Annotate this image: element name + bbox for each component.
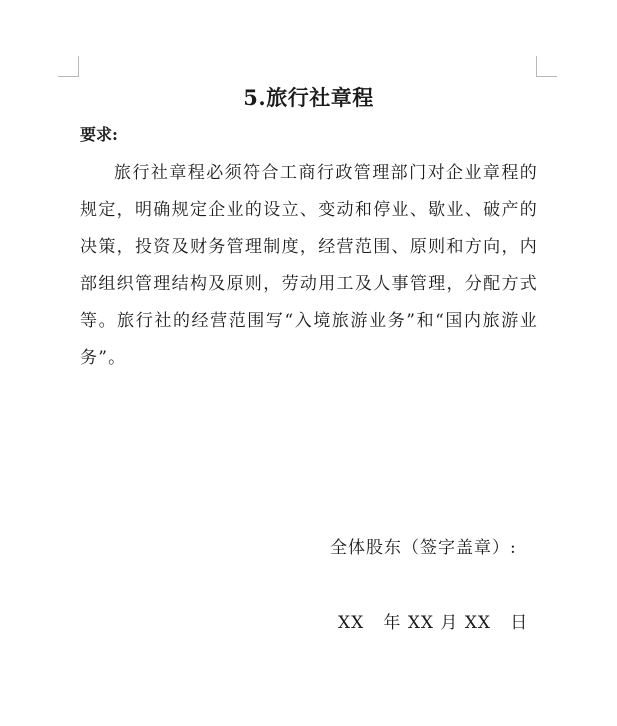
requirement-label: 要求: [80, 125, 118, 144]
signature-line: 全体股东（签字盖章）: [330, 538, 517, 558]
body-paragraph: 旅行社章程必须符合工商行政管理部门对企业章程的规定，明确规定企业的设立、变动和停业、歇业、破产的决策，投资及财务管理制度，经营范围、原则和方向，内部组织管理结构及原则，劳动用工及人事管理，分配方式等。旅行社的经营范围写“入境旅游业务”和“国内旅游业务”。 [80, 163, 538, 368]
margin-corner-mark-top-left [58, 56, 79, 77]
date-line: XX 年 XX 月 XX 日 [338, 613, 529, 633]
page-title: 5.旅行社章程 [243, 85, 374, 110]
margin-corner-mark-top-right [536, 56, 557, 77]
